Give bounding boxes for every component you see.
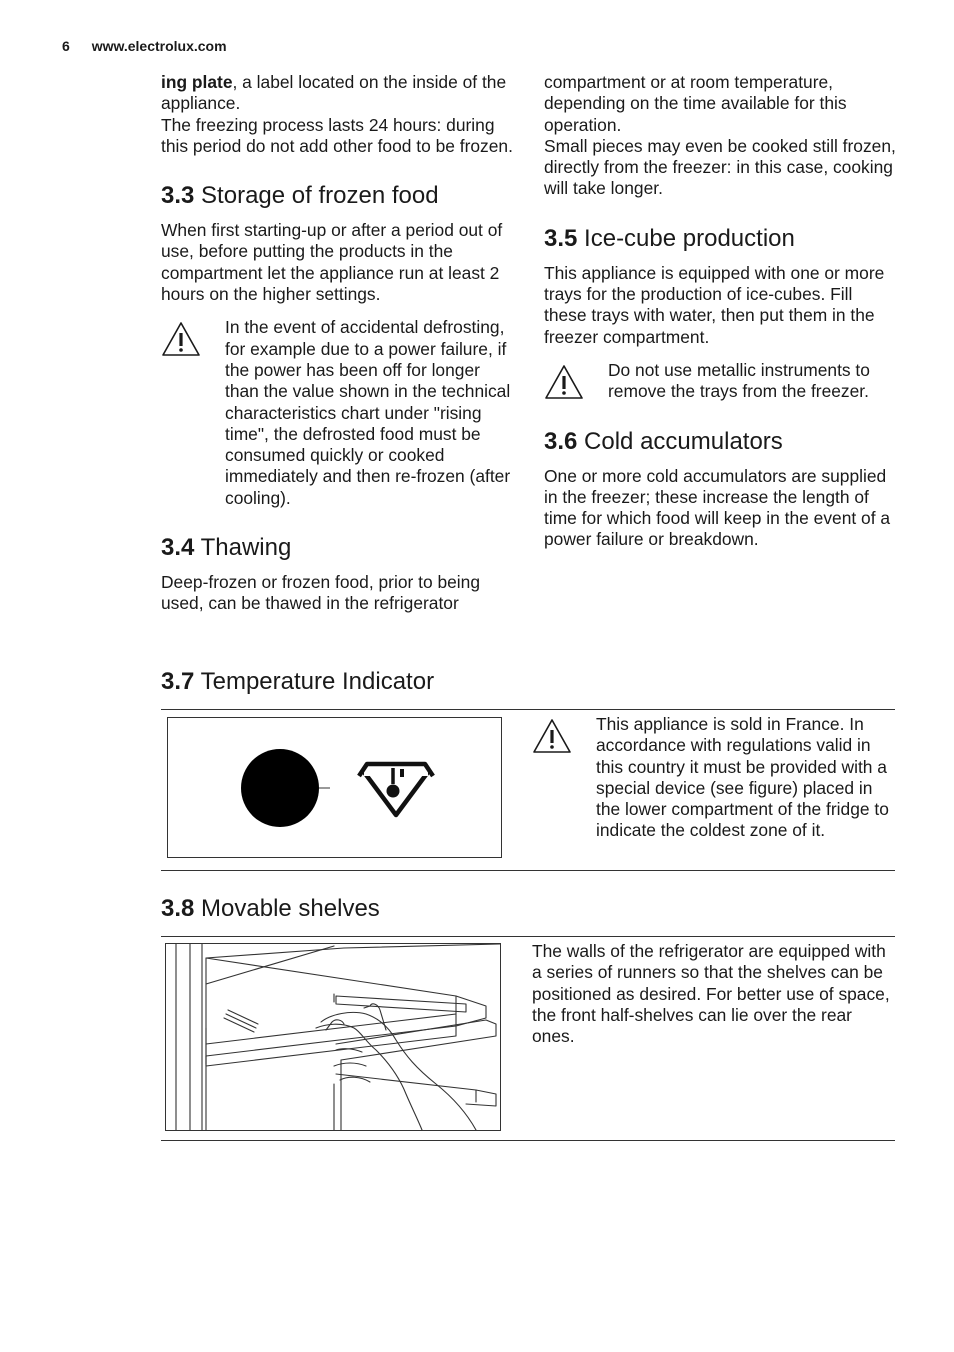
section-title: Thawing <box>200 534 292 562</box>
section-number: 3.7 <box>161 668 195 695</box>
continued-paragraph: compartment or at room temperature, depending on the time available for this operation. <box>544 72 847 135</box>
left-column <box>161 72 513 615</box>
section-number: 3.6 <box>544 427 578 455</box>
continued-paragraph-2: Small pieces may even be cooked still frozen, directly from the freezer: in this case, cooking will take longer. <box>544 135 896 199</box>
intro-rest: , a label located on the inside of the appliance. <box>161 72 507 114</box>
section-3-7-warning <box>532 714 898 842</box>
section-3-6-heading <box>544 428 898 456</box>
shelf-drawing <box>166 944 500 1130</box>
temperature-indicator-drawing <box>168 718 501 857</box>
section-title: Ice-cube production <box>584 224 795 252</box>
intro-paragraph <box>161 72 513 115</box>
section-number: 3.4 <box>161 534 195 562</box>
section-3-8-text <box>532 941 898 1047</box>
intro-bold: ing plate <box>161 72 233 92</box>
intro-paragraph-2: The freezing process lasts 24 hours: during this period do not add other food to be frozen. <box>161 114 513 156</box>
section-3-4-body: Deep-frozen or frozen food, prior to being used, can be thawed in the refrigerator <box>161 572 481 614</box>
section-top-rule <box>161 936 895 937</box>
section-3-6-body: One or more cold accumulators are supplied in the freezer; these increase the length of time for which food will keep in the event of a power failure or breakdown. <box>544 465 891 550</box>
section-title: Temperature Indicator <box>200 668 435 695</box>
warning-triangle-icon <box>544 364 584 400</box>
thermometer-warning-icon <box>359 764 433 815</box>
section-3-5-warning <box>544 360 898 403</box>
page-header <box>62 38 227 54</box>
section-3-4-heading <box>161 534 513 562</box>
section-3-8-body: The walls of the refrigerator are equipped with a series of runners so that the shelves can be positioned as desired. For better use of space, the front half-shelves can lie over the rear ones. <box>532 941 890 1047</box>
warning-triangle-icon <box>532 718 572 754</box>
warning-text: This appliance is sold in France. In accordance with regulations valid in this country it must be provided with a special device (see figure) placed in the lower compartment of the fridge to indicate the coldest zone of it. <box>596 714 889 841</box>
section-title: Movable shelves <box>201 895 380 922</box>
section-3-8-heading <box>161 895 380 923</box>
section-3-5-body: This appliance is equipped with one or more trays for the production of ice-cubes. Fill these trays with water, then put them in the freezer compartment. <box>544 262 885 347</box>
warning-text: Do not use metallic instruments to remove the trays from the freezer. <box>608 359 870 402</box>
section-3-3-warning <box>161 317 513 509</box>
page-number: 6 <box>62 38 70 54</box>
temperature-indicator-figure <box>167 717 502 858</box>
section-bottom-rule <box>161 870 895 871</box>
site-url: www.electrolux.com <box>91 38 227 54</box>
section-title: Storage of frozen food <box>201 182 439 210</box>
black-dot-icon <box>241 749 319 827</box>
section-3-3-heading <box>161 182 513 210</box>
warning-text: In the event of accidental defrosting, for example due to a power failure, if the power has been off for longer than the value shown in the technical characteristics chart under "rising time", the defrosted food must be consumed quickly or cooked immediately and then re-frozen (after cooling). <box>225 317 511 508</box>
section-title: Cold accumulators <box>584 427 783 455</box>
warning-triangle-icon <box>161 321 201 357</box>
section-number: 3.8 <box>161 895 195 922</box>
section-number: 3.3 <box>161 182 195 210</box>
section-number: 3.5 <box>544 224 578 252</box>
section-3-3-body: When first starting-up or after a period out of use, before putting the products in the compartment let the appliance run at least 2 hours on the higher settings. <box>161 220 503 305</box>
section-top-rule <box>161 709 895 710</box>
right-column <box>544 72 898 551</box>
section-3-7-heading <box>161 668 434 696</box>
section-3-5-heading <box>544 225 898 253</box>
section-bottom-rule <box>161 1140 895 1141</box>
movable-shelves-figure <box>165 943 501 1131</box>
